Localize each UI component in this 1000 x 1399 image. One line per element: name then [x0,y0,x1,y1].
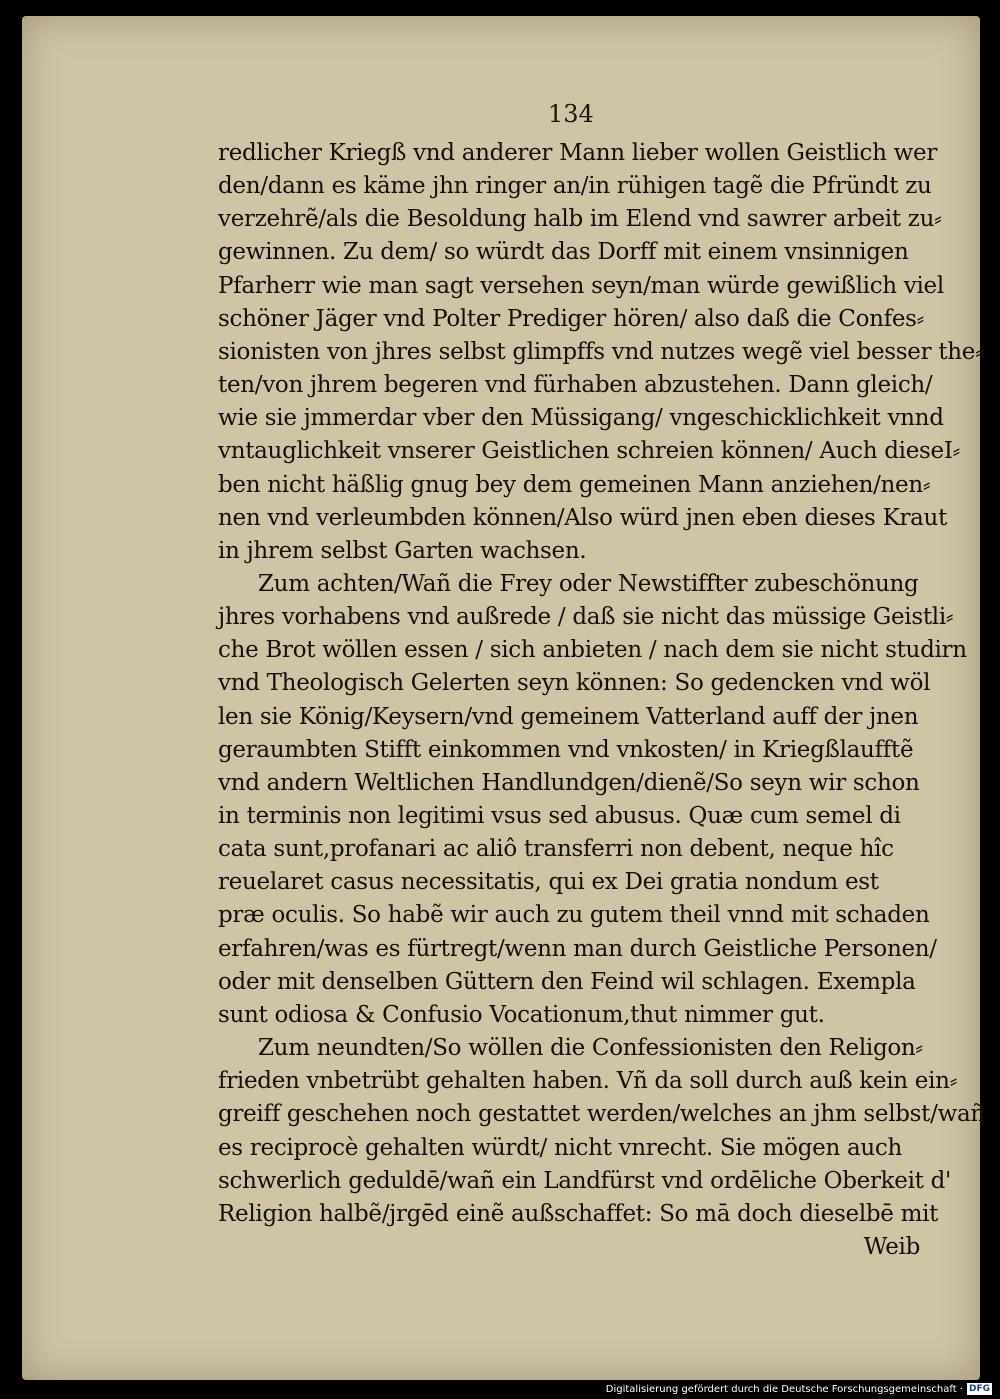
text-line: den/dann es käme jhn ringer an/in rühigen tagẽ die Pfründt zu [218,173,932,200]
text-line: oder mit denselben Güttern den Feind wil schlagen. Exempla [218,968,916,995]
text-line: wie sie jmmerdar vber den Müssigang/ vngeschicklichkeit vnnd [218,405,944,432]
text-line: vntauglichkeit vnserer Geistlichen schreien können/ Auch dieseI⸗ [218,438,960,465]
text-line: præ oculis. So habẽ wir auch zu gutem theil vnnd mit schaden [218,902,930,929]
text-line: Pfarherr wie man sagt versehen seyn/man würde gewißlich viel [218,272,944,299]
text-line: ben nicht häßlig gnug bey dem gemeinen Mann anziehen/nen⸗ [218,471,931,498]
text-line: nen vnd verleumbden können/Also würd jnen eben dieses Kraut [218,504,948,531]
text-line: Zum achten/Wañ die Frey oder Newstiffter zubeschönung [258,570,919,597]
text-line: vnd andern Weltlichen Handlundgen/dienẽ/So seyn wir schon [218,769,920,796]
text-line: sunt odiosa & Confusio Vocationum,thut nimmer gut. [218,1001,825,1028]
text-line: cata sunt,profanari ac aliô transferri non debent, neque hîc [218,836,894,863]
text-line: verzehrẽ/als die Besoldung halb im Elend vnd sawrer arbeit zu⸗ [218,206,942,233]
text-line: greiff geschehen noch gestattet werden/welches an jhm selbst/wañ [218,1101,985,1128]
text-line: schwerlich geduldē/wañ ein Landfürst vnd ordēliche Oberkeit d' [218,1167,952,1194]
catchword: Weib [863,1233,920,1260]
text-line: in jhrem selbst Garten wachsen. [218,537,587,564]
text-line: Religion halbẽ/jrgēd einẽ außschaffet: So mā doch dieselbē mit [218,1200,939,1227]
text-line: in terminis non legitimi vsus sed abusus. Quæ cum semel di [218,803,901,829]
text-line: ten/von jhrem begeren vnd fürhaben abzustehen. Dann gleich/ [218,372,933,399]
dfg-logo: DFG [968,1384,990,1394]
text-line: geraumbten Stifft einkommen vnd vnkosten/ in Kriegßlaufftẽ [218,736,914,763]
text-line: es reciprocè gehalten würdt/ nicht vnrecht. Sie mögen auch [218,1134,903,1161]
text-line: frieden vnbetrübt gehalten haben. Vñ da soll durch auß kein ein⸗ [218,1068,958,1095]
text-line: len sie König/Keysern/vnd gemeinem Vatterland auff der jnen [218,703,919,730]
text-line: jhres vorhabens vnd außrede / daß sie nicht das müssige Geistli⸗ [218,604,954,631]
footer-credit [606,1381,992,1397]
footer-text: Digitalisierung gefördert durch die Deutsche Forschungsgemeinschaft · [605,1383,963,1395]
text-line: schöner Jäger vnd Polter Prediger hören/ also daß die Confes⸗ [218,305,925,332]
text-line: erfahren/was es fürtregt/wenn man durch Geistliche Personen/ [218,935,937,962]
text-line: redlicher Kriegß vnd anderer Mann lieber wollen Geistlich wer [218,140,938,166]
text-line: Zum neundten/So wöllen die Confessionisten den Religon⸗ [258,1035,923,1062]
text-line: reuelaret casus necessitatis, qui ex Dei gratia nondum est [218,869,879,896]
page-number: 134 [548,100,594,128]
text-line: gewinnen. Zu dem/ so würdt das Dorff mit einem vnsinnigen [218,239,909,266]
text-line: vnd Theologisch Gelerten seyn können: So gedencken vnd wöl [218,670,931,697]
text-line: sionisten von jhres selbst glimpffs vnd nutzes wegẽ viel besser the⸗ [218,338,983,365]
text-line: che Brot wöllen essen / sich anbieten / nach dem sie nicht studirn [218,637,967,664]
